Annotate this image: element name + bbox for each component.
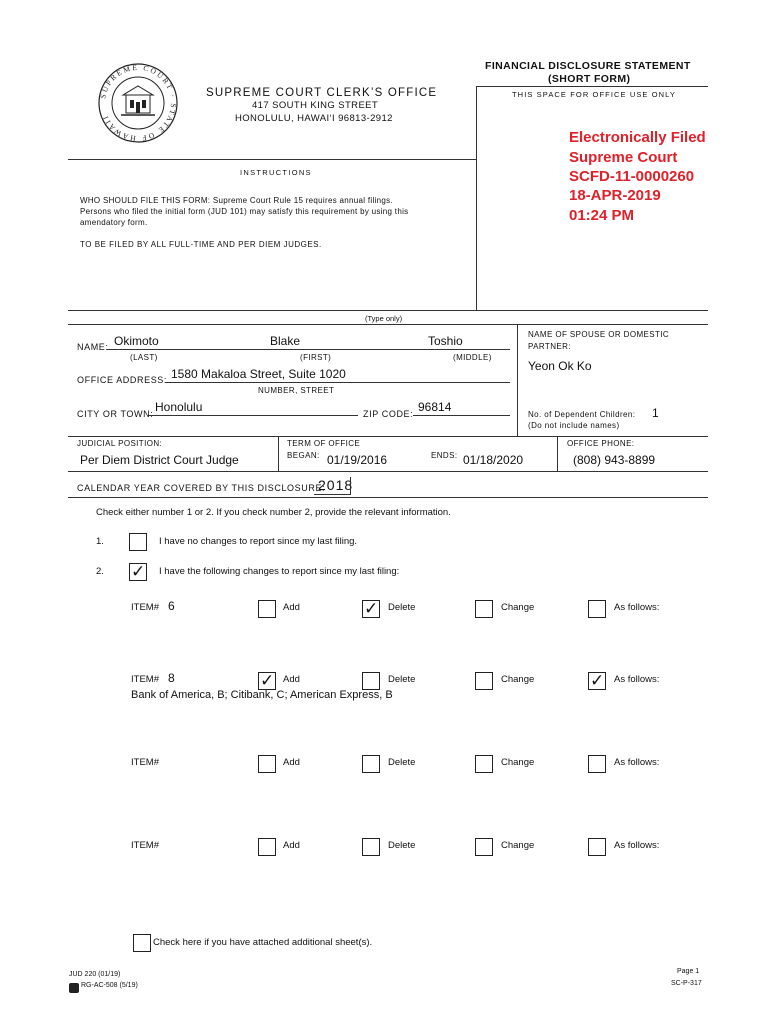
office-use-label: THIS SPACE FOR OFFICE USE ONLY — [512, 90, 676, 99]
section-divider-2 — [68, 324, 708, 325]
item-number-label: ITEM# — [131, 602, 159, 613]
item-add-checkbox[interactable] — [258, 600, 276, 618]
form-title: FINANCIAL DISCLOSURE STATEMENT — [485, 60, 691, 72]
item-as-follows-label: As follows: — [614, 674, 660, 685]
term-phone-divider — [557, 436, 558, 471]
spouse-label-line2: PARTNER: — [528, 342, 571, 351]
item-as-follows-checkbox[interactable] — [588, 838, 606, 856]
calendar-year-label: CALENDAR YEAR COVERED BY THIS DISCLOSURE: — [77, 483, 326, 493]
rg-code: RG-AC-508 (5/19) — [81, 982, 138, 989]
judicial-row-bottom-border — [68, 471, 708, 472]
section-divider-1 — [68, 310, 708, 311]
middle-name-caption: (MIDDLE) — [453, 353, 492, 362]
zip-code-field[interactable]: 96814 — [418, 400, 452, 414]
spouse-column-border — [517, 324, 518, 436]
option1-number: 1. — [96, 536, 104, 547]
item-add-label: Add — [283, 674, 300, 685]
item-details-field[interactable]: Bank of America, B; Citibank, C; American Express, B — [131, 689, 393, 701]
option2-checkmark-icon: ✓ — [131, 562, 146, 582]
term-ends-field[interactable]: 01/18/2020 — [463, 453, 524, 467]
office-address-underline — [165, 382, 510, 383]
item-change-checkbox[interactable] — [475, 755, 493, 773]
item-number-label: ITEM# — [131, 674, 159, 685]
type-only-note: (Type only) — [365, 314, 403, 323]
item-number-label: ITEM# — [131, 840, 159, 851]
item-add-label: Add — [283, 602, 300, 613]
attached-sheets-checkbox[interactable] — [133, 934, 151, 952]
dependents-label: No. of Dependent Children: — [528, 410, 636, 419]
item-change-label: Change — [501, 757, 535, 768]
judicial-position-field[interactable]: Per Diem District Court Judge — [80, 453, 239, 467]
check-instruction: Check either number 1 or 2. If you check number 2, provide the relevant information. — [96, 507, 451, 518]
term-of-office-label: TERM OF OFFICE — [287, 439, 361, 448]
svg-text:SUPREME COURT · STATE OF HAWAI: SUPREME COURT · STATE OF HAWAII — [98, 62, 179, 144]
checkmark-icon: ✓ — [364, 599, 379, 619]
item-delete-label: Delete — [388, 674, 416, 685]
option2-number: 2. — [96, 566, 104, 577]
item-delete-checkbox[interactable] — [362, 672, 380, 690]
office-use-left-border — [476, 86, 477, 310]
city-underline — [148, 415, 358, 416]
zip-code-underline — [413, 415, 510, 416]
item-delete-label: Delete — [388, 602, 416, 613]
zip-code-label: ZIP CODE: — [363, 409, 414, 419]
rg-code-icon — [69, 983, 79, 993]
item-number-field[interactable]: 8 — [168, 671, 175, 685]
option1-text: I have no changes to report since my last filing. — [159, 536, 358, 547]
item-as-follows-label: As follows: — [614, 602, 660, 613]
checkmark-icon: ✓ — [590, 671, 605, 691]
spouse-name-field[interactable]: Yeon Ok Ko — [528, 359, 592, 373]
filed-stamp-line3: SCFD-11-0000260 — [569, 168, 695, 185]
office-name: SUPREME COURT CLERK’S OFFICE — [206, 87, 438, 99]
office-phone-label: OFFICE PHONE: — [567, 439, 635, 448]
item-as-follows-checkbox[interactable] — [588, 600, 606, 618]
filed-stamp-line2: Supreme Court — [569, 149, 678, 166]
filed-stamp-line4: 18-APR-2019 — [569, 187, 661, 204]
instructions-para1-line1: WHO SHOULD FILE THIS FORM: Supreme Court Rule 15 requires annual filings. — [80, 196, 393, 205]
section-divider-3 — [68, 497, 708, 498]
instructions-heading: INSTRUCTIONS — [240, 168, 312, 177]
item-delete-label: Delete — [388, 757, 416, 768]
item-as-follows-label: As follows: — [614, 840, 660, 851]
office-address-label: OFFICE ADDRESS: — [77, 375, 168, 385]
term-began-field[interactable]: 01/19/2016 — [327, 453, 388, 467]
instructions-para1-line3: amendatory form. — [80, 218, 148, 227]
judicial-row-top-border — [68, 436, 708, 437]
item-change-label: Change — [501, 840, 535, 851]
last-name-caption: (LAST) — [130, 353, 158, 362]
item-change-checkbox[interactable] — [475, 838, 493, 856]
item-delete-checkbox[interactable] — [362, 838, 380, 856]
dependents-note: (Do not include names) — [528, 421, 620, 430]
item-change-label: Change — [501, 602, 535, 613]
instructions-top-border — [68, 159, 476, 160]
name-underline — [107, 349, 510, 350]
option2-text: I have the following changes to report since my last filing: — [159, 566, 400, 577]
spouse-label-line1: NAME OF SPOUSE OR DOMESTIC — [528, 330, 670, 339]
checkmark-icon: ✓ — [260, 671, 275, 691]
instructions-para1-line2: Persons who filed the initial form (JUD 101) may satisfy this requirement by using this — [80, 207, 409, 216]
term-ends-label: ENDS: — [431, 451, 458, 460]
calendar-year-box-edge — [350, 477, 351, 495]
option1-checkbox[interactable] — [129, 533, 147, 551]
office-address-line1: 417 SOUTH KING STREET — [252, 100, 379, 111]
office-address-caption: NUMBER, STREET — [258, 386, 335, 395]
judicial-position-label: JUDICIAL POSITION: — [77, 439, 163, 448]
item-change-checkbox[interactable] — [475, 672, 493, 690]
filed-stamp-line1: Electronically Filed — [569, 129, 706, 146]
term-began-label: BEGAN: — [287, 451, 320, 460]
office-phone-field[interactable]: (808) 943-8899 — [573, 453, 656, 467]
name-label: NAME: — [77, 342, 109, 352]
first-name-caption: (FIRST) — [300, 353, 332, 362]
court-seal — [97, 62, 179, 144]
instructions-para2: TO BE FILED BY ALL FULL-TIME AND PER DIEM JUDGES. — [80, 240, 322, 249]
form-code: JUD 220 (01/19) — [69, 971, 121, 978]
calendar-year-underline — [314, 494, 350, 495]
calendar-year-field[interactable]: 2018 — [318, 477, 354, 493]
office-use-top-border — [476, 86, 708, 87]
last-name-field[interactable]: Okimoto — [114, 334, 159, 348]
item-delete-checkbox[interactable] — [362, 755, 380, 773]
judicial-term-divider — [278, 436, 279, 471]
office-address-field[interactable]: 1580 Makaloa Street, Suite 1020 — [171, 367, 346, 381]
sc-code: SC-P-317 — [671, 980, 702, 987]
item-add-checkbox[interactable] — [258, 838, 276, 856]
first-name-field[interactable]: Blake — [270, 334, 301, 348]
item-change-label: Change — [501, 674, 535, 685]
item-add-checkbox[interactable] — [258, 755, 276, 773]
page-number: Page 1 — [677, 968, 700, 975]
item-add-label: Add — [283, 840, 300, 851]
item-as-follows-checkbox[interactable] — [588, 755, 606, 773]
attached-sheets-text: Check here if you have attached additional sheet(s). — [153, 937, 373, 948]
form-subtitle: (SHORT FORM) — [548, 73, 631, 85]
item-change-checkbox[interactable] — [475, 600, 493, 618]
item-add-label: Add — [283, 757, 300, 768]
middle-name-field[interactable]: Toshio — [428, 334, 463, 348]
city-label: CITY OR TOWN: — [77, 409, 154, 419]
item-number-label: ITEM# — [131, 757, 159, 768]
item-delete-label: Delete — [388, 840, 416, 851]
office-address-line2: HONOLULU, HAWAI‘I 96813-2912 — [235, 113, 393, 124]
dependents-field[interactable]: 1 — [652, 406, 659, 420]
item-number-field[interactable]: 6 — [168, 599, 175, 613]
filed-stamp-line5: 01:24 PM — [569, 207, 635, 224]
city-field[interactable]: Honolulu — [155, 400, 203, 414]
item-as-follows-label: As follows: — [614, 757, 660, 768]
